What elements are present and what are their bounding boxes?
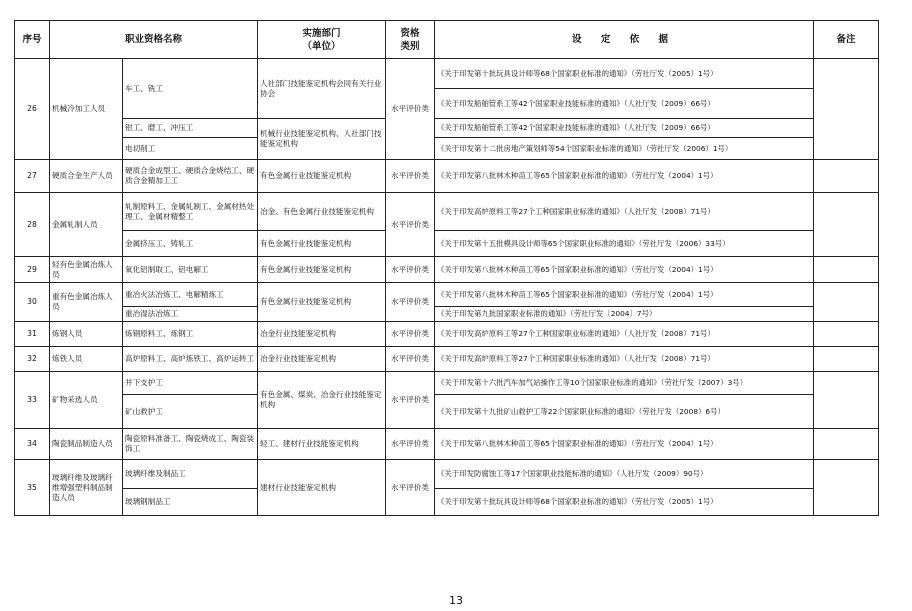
- legal-basis: 《关于印发高炉原料工等27个工种国家职业标准的通知》（人社厅发（2008）71号）: [435, 347, 814, 372]
- category-name: 矿物采选人员: [50, 372, 123, 429]
- row-number: 33: [15, 372, 50, 429]
- row-number: 35: [15, 460, 50, 516]
- job-title: 井下支护工: [123, 372, 258, 395]
- remark-cell: [814, 460, 879, 516]
- category-name: 玻璃纤维及玻璃纤维增强塑料制品制造人员: [50, 460, 123, 516]
- job-title: 钳工、磨工、冲压工: [123, 119, 258, 138]
- header-remark: 备注: [814, 21, 879, 59]
- department: 冶金行业技能鉴定机构: [258, 347, 386, 372]
- qualification-level: 水平评价类: [386, 257, 435, 283]
- header-dept: 实施部门 （单位）: [258, 21, 386, 59]
- remark-cell: [814, 372, 879, 429]
- job-title: 氧化铝制取工、铝电解工: [123, 257, 258, 283]
- qualification-level: 水平评价类: [386, 59, 435, 160]
- table-row: [15, 119, 879, 138]
- table-row: [15, 322, 879, 347]
- job-title: 高炉原料工、高炉炼铁工、高炉运转工: [123, 347, 258, 372]
- legal-basis: 《关于印发第九批国家职业标准的通知》（劳社厅发〔2004〕7号）: [435, 307, 814, 322]
- header-row: [15, 21, 879, 59]
- department: 有色金属、煤炭、冶金行业技能鉴定机构: [258, 372, 386, 429]
- remark-cell: [814, 257, 879, 283]
- table-row: [15, 193, 879, 231]
- row-number: 30: [15, 283, 50, 322]
- row-number: 31: [15, 322, 50, 347]
- job-title: 车工、铣工: [123, 59, 258, 119]
- table-row: [15, 372, 879, 395]
- table-row: [15, 231, 879, 257]
- table-row: [15, 429, 879, 460]
- legal-basis: 《关于印发高炉原料工等27个工种国家职业标准的通知》（人社厅发（2008）71号）: [435, 322, 814, 347]
- job-title: 玻璃钢制品工: [123, 489, 258, 516]
- job-title: 玻璃纤维及制品工: [123, 460, 258, 489]
- qualification-level: 水平评价类: [386, 283, 435, 322]
- category-name: 炼铁人员: [50, 347, 123, 372]
- legal-basis: 《关于印发第八批林木种苗工等65个国家职业标准的通知》（劳社厅发（2004）1号）: [435, 160, 814, 193]
- department: 机械行业技能鉴定机构、人社部门技能鉴定机构: [258, 119, 386, 160]
- row-number: 32: [15, 347, 50, 372]
- category-name: 炼钢人员: [50, 322, 123, 347]
- department: 人社部门技能鉴定机构会同有关行业协会: [258, 59, 386, 119]
- row-number: 28: [15, 193, 50, 257]
- department: 轻工、建材行业技能鉴定机构: [258, 429, 386, 460]
- job-title: 炼钢原料工、炼钢工: [123, 322, 258, 347]
- remark-cell: [814, 59, 879, 160]
- header-no: 序号: [15, 21, 50, 59]
- row-number: 26: [15, 59, 50, 160]
- remark-cell: [814, 193, 879, 257]
- job-title: 陶瓷原料准备工、陶瓷烧成工、陶瓷装饰工: [123, 429, 258, 460]
- legal-basis: 《关于印发高炉原料工等27个工种国家职业标准的通知》（人社厅发（2008）71号）: [435, 193, 814, 231]
- legal-basis: 《关于印发第十批玩具设计师等68个国家职业标准的通知》（劳社厅发（2005）1号）: [435, 489, 814, 516]
- qualification-level: 水平评价类: [386, 160, 435, 193]
- table-row: [15, 460, 879, 489]
- header-name: 职业资格名称: [50, 21, 258, 59]
- qualification-level: 水平评价类: [386, 429, 435, 460]
- department: 有色金属行业技能鉴定机构: [258, 160, 386, 193]
- qualification-level: 水平评价类: [386, 322, 435, 347]
- job-title: 矿山救护工: [123, 395, 258, 429]
- page-number: 13: [449, 594, 463, 607]
- table-row: [15, 138, 879, 160]
- job-title: 金属挤压工、铸轧工: [123, 231, 258, 257]
- legal-basis: 《关于印发防腐蚀工等17个国家职业技能标准的通知》（人社厅发（2009）90号）: [435, 460, 814, 489]
- table-row: [15, 160, 879, 193]
- category-name: 金属轧制人员: [50, 193, 123, 257]
- job-title: 重冶湿法冶炼工: [123, 307, 258, 322]
- category-name: 重有色金属冶炼人员: [50, 283, 123, 322]
- qualification-level: 水平评价类: [386, 347, 435, 372]
- remark-cell: [814, 347, 879, 372]
- table-row: [15, 395, 879, 429]
- department: 冶金、有色金属行业技能鉴定机构: [258, 193, 386, 231]
- qualification-level: 水平评价类: [386, 460, 435, 516]
- job-title: 电切削工: [123, 138, 258, 160]
- table-row: [15, 257, 879, 283]
- legal-basis: 《关于印发第十二批房地产策划师等54个国家职业标准的通知》（劳社厅发（2006）1号）: [435, 138, 814, 160]
- table-row: [15, 283, 879, 307]
- department: 有色金属行业技能鉴定机构: [258, 283, 386, 322]
- legal-basis: 《关于印发船舶管系工等42个国家职业技能标准的通知》（人社厅发（2009）66号）: [435, 89, 814, 119]
- job-title: 硬质合金成型工、硬质合金烧结工、硬质合金精加工工: [123, 160, 258, 193]
- department: 有色金属行业技能鉴定机构: [258, 257, 386, 283]
- legal-basis: 《关于印发第十九批矿山救护工等22个国家职业标准的通知》（劳社厅发（2008）6号）: [435, 395, 814, 429]
- qualification-table: [14, 20, 879, 516]
- remark-cell: [814, 283, 879, 322]
- row-number: 34: [15, 429, 50, 460]
- table-row: [15, 347, 879, 372]
- department: 有色金属行业技能鉴定机构: [258, 231, 386, 257]
- legal-basis: 《关于印发第八批林木种苗工等65个国家职业标准的通知》（劳社厅发（2004）1号）: [435, 283, 814, 307]
- job-title: 重冶火法冶炼工、电解精炼工: [123, 283, 258, 307]
- qualification-level: 水平评价类: [386, 193, 435, 257]
- legal-basis: 《关于印发第八批林木种苗工等65个国家职业标准的通知》（劳社厅发（2004）1号）: [435, 429, 814, 460]
- row-number: 29: [15, 257, 50, 283]
- department: 建材行业技能鉴定机构: [258, 460, 386, 516]
- remark-cell: [814, 160, 879, 193]
- legal-basis: 《关于印发第十六批汽车加气站操作工等10个国家职业标准的通知》（劳社厅发（2007）3号）: [435, 372, 814, 395]
- category-name: 轻有色金属冶炼人员: [50, 257, 123, 283]
- legal-basis: 《关于印发第十五批模具设计师等65个国家职业标准的通知》（劳社厅发（2006）33号）: [435, 231, 814, 257]
- table-row: [15, 307, 879, 322]
- row-number: 27: [15, 160, 50, 193]
- department: 冶金行业技能鉴定机构: [258, 322, 386, 347]
- category-name: 陶瓷制品制造人员: [50, 429, 123, 460]
- header-level: 资格 类别: [386, 21, 435, 59]
- category-name: 硬质合金生产人员: [50, 160, 123, 193]
- legal-basis: 《关于印发船舶管系工等42个国家职业技能标准的通知》（人社厅发（2009）66号）: [435, 119, 814, 138]
- remark-cell: [814, 429, 879, 460]
- header-basis: 设 定 依 据: [435, 21, 814, 59]
- job-title: 轧制原料工、金属轧制工、金属材热处理工、金属材精整工: [123, 193, 258, 231]
- legal-basis: 《关于印发第八批林木种苗工等65个国家职业标准的通知》（劳社厅发（2004）1号）: [435, 257, 814, 283]
- table-row: [15, 59, 879, 89]
- table-row: [15, 489, 879, 516]
- legal-basis: 《关于印发第十批玩具设计师等68个国家职业标准的通知》（劳社厅发（2005）1号）: [435, 59, 814, 89]
- qualification-table-sheet: [14, 20, 878, 516]
- category-name: 机械冷加工人员: [50, 59, 123, 160]
- remark-cell: [814, 322, 879, 347]
- qualification-level: 水平评价类: [386, 372, 435, 429]
